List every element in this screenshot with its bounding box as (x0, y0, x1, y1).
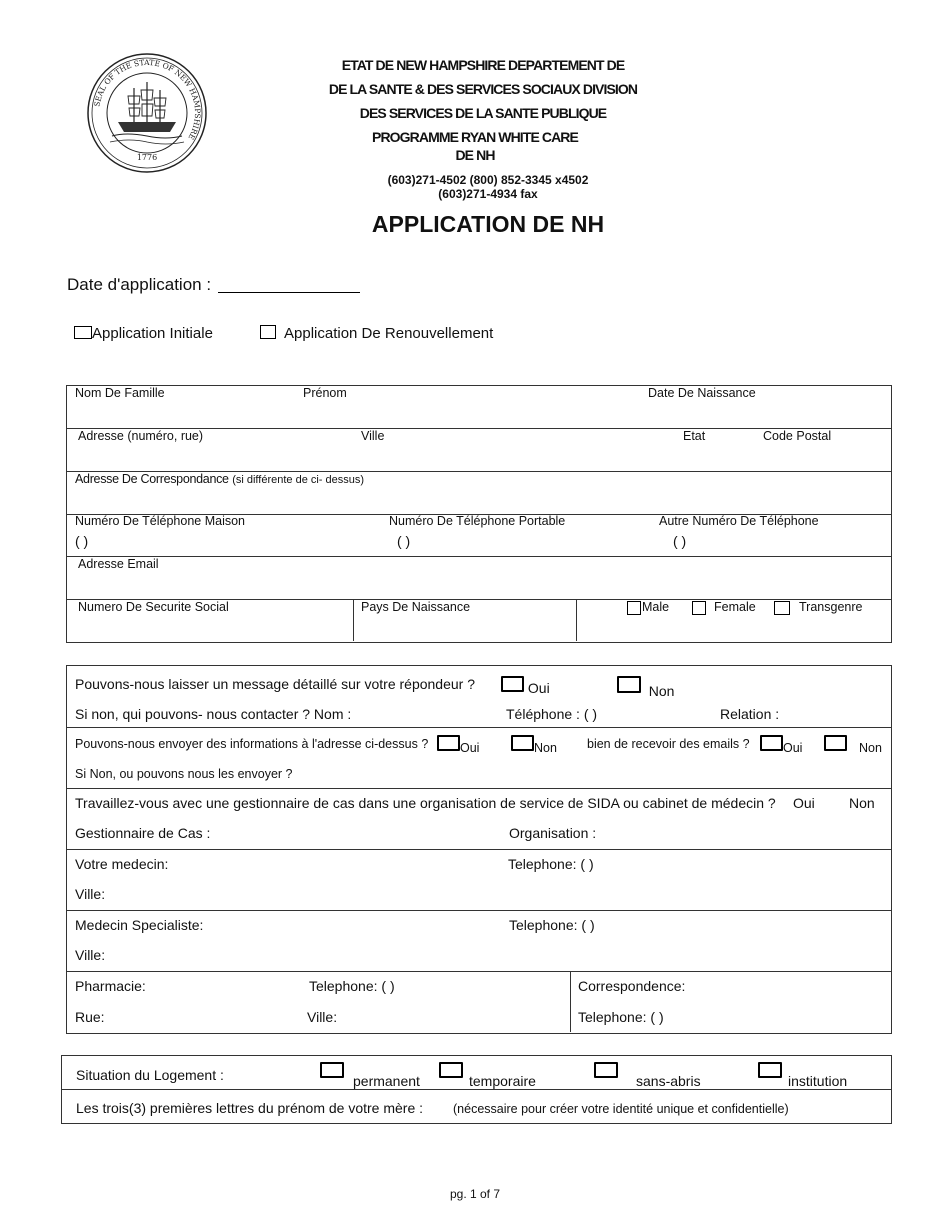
renewal-application-option[interactable]: Application De Renouvellement (260, 325, 493, 342)
correspondence-phone-label: Telephone: ( ) (578, 1009, 664, 1025)
case-manager-oui[interactable]: Oui (793, 795, 815, 811)
svg-text:1776: 1776 (136, 153, 158, 162)
specialist-label: Medecin Specialiste: (75, 917, 204, 933)
header-line-4: PROGRAMME RYAN WHITE CARE (372, 129, 578, 145)
gender-female-option[interactable]: Female (692, 600, 756, 615)
housing-table (61, 1055, 892, 1124)
cell-phone-label: Numéro De Téléphone Portable (389, 514, 566, 528)
pharmacy-city-label: Ville: (307, 1009, 338, 1025)
male-checkbox[interactable] (627, 601, 641, 615)
contact-info-table (66, 665, 892, 1034)
where-send-question: Si Non, ou pouvons nous les envoyer ? (75, 767, 293, 781)
case-manager-question: Travaillez-vous avec une gestionnaire de cas dans une organisation de service de SIDA ou cabinet de médecin ? (75, 795, 776, 811)
email-non-checkbox[interactable] (824, 735, 847, 751)
contact-name-label: Si non, qui pouvons- nous contacter ? Nom : (75, 706, 352, 722)
housing-institution-option[interactable]: institution (758, 1062, 847, 1089)
pharmacy-phone-label: Telephone: ( ) (309, 978, 395, 994)
doctor-label: Votre medecin: (75, 856, 169, 872)
email-oui-option[interactable]: Oui (760, 735, 802, 755)
send-info-question: Pouvons-nous envoyer des informations à l'adresse ci-dessus ? (75, 737, 429, 751)
send-info-oui-checkbox[interactable] (437, 735, 460, 751)
state-seal-logo (86, 52, 208, 174)
message-question: Pouvons-nous laisser un message détaillé sur votre répondeur ? (75, 676, 476, 692)
gender-transgender-option[interactable]: Transgenre (774, 600, 862, 615)
specialist-city-label: Ville: (75, 947, 106, 963)
renewal-application-checkbox[interactable] (260, 325, 276, 339)
correspondence-label: Correspondence: (578, 978, 686, 994)
initial-application-checkbox[interactable] (74, 326, 92, 339)
doctor-phone-label: Telephone: ( ) (508, 856, 594, 872)
permanent-checkbox[interactable] (320, 1062, 344, 1078)
send-info-non-checkbox[interactable] (511, 735, 534, 751)
mailing-address-label: Adresse De Correspondance (si différente de ci- dessus) (75, 472, 365, 486)
cell-phone-field[interactable]: ( ) (397, 533, 411, 549)
send-info-non-option[interactable]: Non (511, 735, 557, 755)
page-title: APPLICATION DE NH (371, 211, 605, 237)
header-phone: (603)271-4502 (800) 852-3345 x4502 (387, 173, 589, 187)
header-fax: (603)271-4934 fax (438, 187, 538, 201)
contact-phone-label: Téléphone : ( ) (506, 706, 598, 722)
state-label: Etat (683, 429, 706, 443)
email-non-option[interactable]: Non (824, 735, 882, 755)
housing-label: Situation du Logement : (76, 1067, 224, 1083)
home-phone-field[interactable]: ( ) (75, 533, 89, 549)
institution-checkbox[interactable] (758, 1062, 782, 1078)
initial-application-option[interactable]: Application Initiale (74, 325, 213, 342)
dob-label: Date De Naissance (648, 386, 756, 400)
case-manager-label: Gestionnaire de Cas : (75, 825, 211, 841)
transgender-checkbox[interactable] (774, 601, 790, 615)
email-question: bien de recevoir des emails ? (587, 737, 750, 751)
svg-text:SEAL OF THE STATE OF NEW HAMPS: SEAL OF THE STATE OF NEW HAMPSHIRE (92, 57, 203, 142)
other-phone-field[interactable]: ( ) (673, 533, 687, 549)
specialist-phone-label: Telephone: ( ) (509, 917, 595, 933)
ssn-label: Numero De Securite Social (78, 600, 229, 614)
header-line-3: DES SERVICES DE LA SANTE PUBLIQUE (359, 105, 607, 121)
other-phone-label: Autre Numéro De Téléphone (659, 514, 819, 528)
pharmacy-street-label: Rue: (75, 1009, 105, 1025)
header-line-5: DE NH (455, 147, 495, 163)
temporaire-checkbox[interactable] (439, 1062, 463, 1078)
first-name-label: Prénom (303, 386, 347, 400)
message-oui-checkbox[interactable] (501, 676, 524, 692)
mother-initials-note: (nécessaire pour créer votre identité unique et confidentielle) (453, 1102, 789, 1116)
header-line-1: ETAT DE NEW HAMPSHIRE DEPARTEMENT DE (341, 57, 625, 73)
organisation-label: Organisation : (509, 825, 597, 841)
application-date-field[interactable] (218, 292, 360, 293)
female-checkbox[interactable] (692, 601, 706, 615)
mother-initials-label: Les trois(3) premières lettres du prénom de votre mère : (76, 1100, 424, 1116)
housing-temporaire-option[interactable]: temporaire (439, 1062, 536, 1089)
sans-abris-checkbox[interactable] (594, 1062, 618, 1078)
last-name-label: Nom De Famille (75, 386, 165, 400)
email-label: Adresse Email (78, 557, 159, 571)
zip-label: Code Postal (763, 429, 832, 443)
message-non-checkbox[interactable] (617, 676, 641, 693)
page-number: pg. 1 of 7 (449, 1187, 501, 1201)
send-info-oui-option[interactable]: Oui (437, 735, 479, 755)
contact-relation-label: Relation : (720, 706, 780, 722)
application-date-label: Date d'application : (67, 275, 212, 294)
case-manager-non[interactable]: Non (849, 795, 875, 811)
home-phone-label: Numéro De Téléphone Maison (75, 514, 246, 528)
personal-info-table (66, 385, 892, 643)
doctor-city-label: Ville: (75, 886, 106, 902)
email-oui-checkbox[interactable] (760, 735, 783, 751)
message-non-option[interactable]: Non (617, 676, 674, 699)
city-label: Ville (361, 429, 385, 443)
pharmacy-label: Pharmacie: (75, 978, 146, 994)
address-label: Adresse (numéro, rue) (78, 429, 204, 443)
header-line-2: DE LA SANTE & DES SERVICES SOCIAUX DIVISION (328, 81, 638, 97)
housing-sans-abris-option[interactable]: sans-abris (594, 1062, 701, 1089)
gender-male-option[interactable]: Male (627, 600, 669, 615)
housing-permanent-option[interactable]: permanent (320, 1062, 420, 1089)
birth-country-label: Pays De Naissance (361, 600, 471, 614)
message-oui-option[interactable]: Oui (501, 676, 550, 696)
